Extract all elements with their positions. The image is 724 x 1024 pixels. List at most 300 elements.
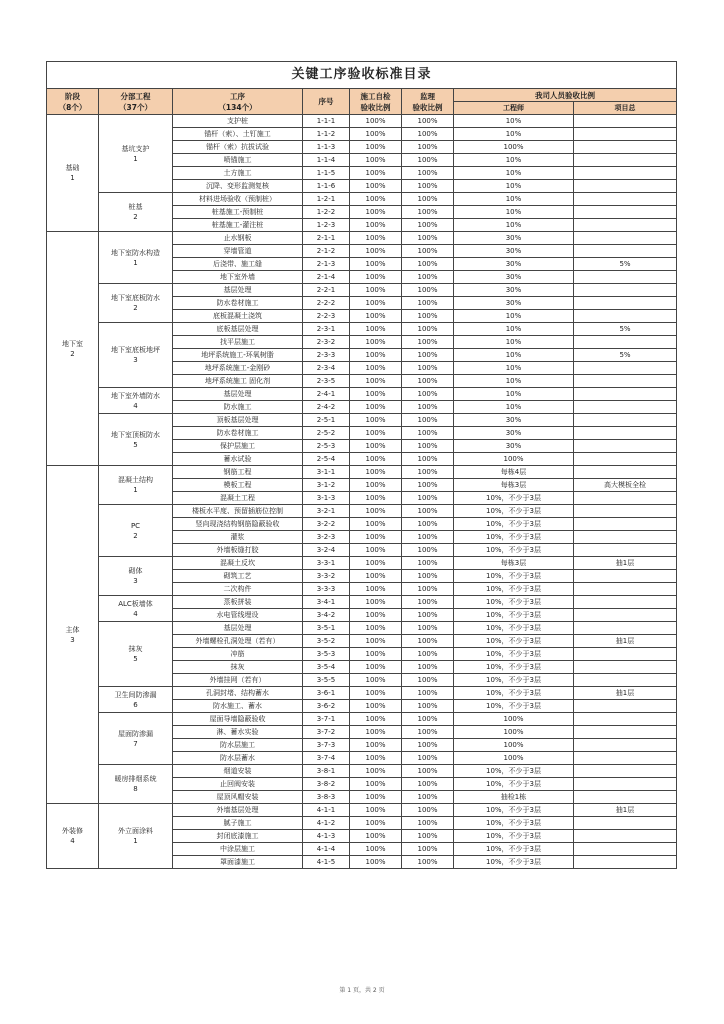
supervisor-cell: 100% <box>402 154 454 167</box>
supervisor-cell: 100% <box>402 648 454 661</box>
engineer-cell: 10%，不少于3层 <box>454 700 574 713</box>
seq-cell: 3-5-2 <box>303 635 350 648</box>
self-check-cell: 100% <box>350 414 402 427</box>
self-check-cell: 100% <box>350 258 402 271</box>
supervisor-cell: 100% <box>402 141 454 154</box>
process-cell: 外墙螺栓孔洞处理（若有） <box>173 635 303 648</box>
seq-cell: 2-4-1 <box>303 388 350 401</box>
header-proc-count: （134个） <box>218 102 257 112</box>
engineer-cell: 10%，不少于3层 <box>454 583 574 596</box>
engineer-cell: 100% <box>454 752 574 765</box>
manager-cell <box>574 609 677 622</box>
supervisor-cell: 100% <box>402 505 454 518</box>
seq-cell: 1-1-3 <box>303 141 350 154</box>
page-title: 关键工序验收标准目录 <box>47 62 677 89</box>
engineer-cell: 30% <box>454 245 574 258</box>
manager-cell <box>574 726 677 739</box>
self-check-cell: 100% <box>350 648 402 661</box>
manager-cell: 高大模板全检 <box>574 479 677 492</box>
engineer-cell: 10%，不少于3层 <box>454 609 574 622</box>
engineer-cell: 10% <box>454 219 574 232</box>
self-check-cell: 100% <box>350 206 402 219</box>
seq-cell: 2-5-1 <box>303 414 350 427</box>
manager-cell: 5% <box>574 349 677 362</box>
header-sub <box>99 89 173 115</box>
self-check-cell: 100% <box>350 375 402 388</box>
process-cell: 基层处理 <box>173 284 303 297</box>
self-check-cell: 100% <box>350 726 402 739</box>
manager-cell <box>574 739 677 752</box>
table-row <box>47 505 677 518</box>
engineer-cell: 100% <box>454 726 574 739</box>
sub-cell <box>99 284 173 323</box>
engineer-cell: 100% <box>454 141 574 154</box>
self-check-cell: 100% <box>350 505 402 518</box>
engineer-cell: 30% <box>454 232 574 245</box>
manager-cell: 5% <box>574 323 677 336</box>
process-cell: 屋顶风帽安装 <box>173 791 303 804</box>
process-cell: 混凝土工程 <box>173 492 303 505</box>
manager-cell <box>574 674 677 687</box>
process-cell: 沉降、变形监测复核 <box>173 180 303 193</box>
process-cell: 防水施工 <box>173 401 303 414</box>
process-cell: 喷锚施工 <box>173 154 303 167</box>
process-cell: 外墙基层处理 <box>173 804 303 817</box>
seq-cell: 3-8-2 <box>303 778 350 791</box>
manager-cell <box>574 128 677 141</box>
sub-number: 3 <box>133 577 138 585</box>
manager-cell <box>574 752 677 765</box>
supervisor-cell: 100% <box>402 557 454 570</box>
seq-cell: 3-3-2 <box>303 570 350 583</box>
manager-cell <box>574 713 677 726</box>
seq-cell: 1-1-2 <box>303 128 350 141</box>
process-cell: 找平层施工 <box>173 336 303 349</box>
header-proc <box>173 89 303 115</box>
self-check-cell: 100% <box>350 232 402 245</box>
sub-number: 8 <box>133 785 138 793</box>
process-cell: 后浇带、施工缝 <box>173 258 303 271</box>
header-sub-label: 分部工程 <box>120 91 151 101</box>
table-row <box>47 596 677 609</box>
process-cell: 灌浆 <box>173 531 303 544</box>
supervisor-cell: 100% <box>402 336 454 349</box>
sub-cell <box>99 557 173 596</box>
table-row <box>47 622 677 635</box>
engineer-cell: 10%，不少于3层 <box>454 765 574 778</box>
stage-number: 1 <box>70 174 75 182</box>
self-check-cell: 100% <box>350 245 402 258</box>
self-check-cell: 100% <box>350 518 402 531</box>
process-cell: 锚杆（索）、土钉施工 <box>173 128 303 141</box>
sub-cell <box>99 804 173 869</box>
process-cell: 防水卷材施工 <box>173 297 303 310</box>
process-cell: 中涂层施工 <box>173 843 303 856</box>
process-cell: 防水层蓄水 <box>173 752 303 765</box>
manager-cell <box>574 778 677 791</box>
seq-cell: 3-3-3 <box>303 583 350 596</box>
seq-cell: 3-8-3 <box>303 791 350 804</box>
engineer-cell: 10%，不少于3层 <box>454 570 574 583</box>
manager-cell: 抽1层 <box>574 687 677 700</box>
supervisor-cell: 100% <box>402 687 454 700</box>
engineer-cell: 30% <box>454 258 574 271</box>
seq-cell: 3-1-3 <box>303 492 350 505</box>
engineer-cell: 10% <box>454 362 574 375</box>
engineer-cell: 10% <box>454 401 574 414</box>
manager-cell <box>574 492 677 505</box>
self-check-cell: 100% <box>350 219 402 232</box>
engineer-cell: 30% <box>454 271 574 284</box>
supervisor-cell: 100% <box>402 830 454 843</box>
stage-number: 2 <box>70 349 75 358</box>
engineer-cell: 30% <box>454 284 574 297</box>
header-stage-label: 阶段 <box>65 91 80 101</box>
self-check-cell: 100% <box>350 401 402 414</box>
seq-cell: 1-2-1 <box>303 193 350 206</box>
supervisor-cell: 100% <box>402 856 454 869</box>
sub-name: 地下室防水构造 <box>111 248 160 257</box>
seq-cell: 2-1-2 <box>303 245 350 258</box>
process-cell: 材料进场验收（预制桩） <box>173 193 303 206</box>
sub-number: 1 <box>133 154 138 163</box>
sub-cell <box>99 713 173 765</box>
supervisor-cell: 100% <box>402 804 454 817</box>
seq-cell: 1-1-6 <box>303 180 350 193</box>
engineer-cell: 10% <box>454 349 574 362</box>
process-cell: 抹灰 <box>173 661 303 674</box>
header-seq: 序号 <box>303 89 350 115</box>
self-check-cell: 100% <box>350 453 402 466</box>
manager-cell <box>574 843 677 856</box>
sub-name: 外立面涂料 <box>118 827 153 835</box>
engineer-cell: 10%，不少于3层 <box>454 843 574 856</box>
engineer-cell: 10% <box>454 167 574 180</box>
self-check-cell: 100% <box>350 336 402 349</box>
seq-cell: 3-4-2 <box>303 609 350 622</box>
engineer-cell: 每栋3层 <box>454 557 574 570</box>
self-check-cell: 100% <box>350 154 402 167</box>
table-row <box>47 323 677 336</box>
supervisor-cell: 100% <box>402 414 454 427</box>
manager-cell <box>574 583 677 596</box>
stage-number: 3 <box>70 635 75 644</box>
stage-cell <box>47 115 99 232</box>
supervisor-cell: 100% <box>402 518 454 531</box>
supervisor-cell: 100% <box>402 284 454 297</box>
manager-cell <box>574 427 677 440</box>
self-check-cell: 100% <box>350 310 402 323</box>
table-row <box>47 557 677 570</box>
process-cell: 地坪系统施工-环氧树脂 <box>173 349 303 362</box>
engineer-cell: 10%，不少于3层 <box>454 661 574 674</box>
manager-cell <box>574 830 677 843</box>
seq-cell: 2-2-3 <box>303 310 350 323</box>
table-row <box>47 284 677 297</box>
sub-number: 1 <box>133 486 138 494</box>
sub-name: 砌体 <box>128 567 143 575</box>
sub-number: 2 <box>133 304 138 312</box>
self-check-cell: 100% <box>350 687 402 700</box>
seq-cell: 2-3-4 <box>303 362 350 375</box>
self-check-cell: 100% <box>350 570 402 583</box>
process-cell: 砌筑工艺 <box>173 570 303 583</box>
sub-name: 地下室外墙防水 <box>111 391 160 400</box>
seq-cell: 3-5-1 <box>303 622 350 635</box>
self-check-cell: 100% <box>350 830 402 843</box>
self-check-cell: 100% <box>350 323 402 336</box>
sub-name: 桩基 <box>128 203 143 211</box>
manager-cell <box>574 271 677 284</box>
table-row <box>47 388 677 401</box>
process-cell: 止水钢板 <box>173 232 303 245</box>
seq-cell: 4-1-5 <box>303 856 350 869</box>
sub-cell <box>99 687 173 713</box>
seq-cell: 2-2-2 <box>303 297 350 310</box>
process-cell: 地坪系统施工 固化剂 <box>173 375 303 388</box>
seq-cell: 3-7-2 <box>303 726 350 739</box>
sub-number: 5 <box>133 655 138 663</box>
supervisor-cell: 100% <box>402 362 454 375</box>
engineer-cell: 10%，不少于3层 <box>454 505 574 518</box>
seq-cell: 2-2-1 <box>303 284 350 297</box>
seq-cell: 2-1-1 <box>303 232 350 245</box>
self-check-cell: 100% <box>350 700 402 713</box>
manager-cell <box>574 310 677 323</box>
self-check-cell: 100% <box>350 271 402 284</box>
supervisor-cell: 100% <box>402 726 454 739</box>
engineer-cell: 10%，不少于3层 <box>454 687 574 700</box>
self-check-cell: 100% <box>350 479 402 492</box>
process-cell: 防水层施工 <box>173 739 303 752</box>
supervisor-cell: 100% <box>402 245 454 258</box>
sub-number: 5 <box>133 440 138 449</box>
header-engineer: 工程师 <box>454 102 574 115</box>
table-row <box>47 115 677 128</box>
sub-cell <box>99 388 173 414</box>
engineer-cell: 10%，不少于3层 <box>454 492 574 505</box>
supervisor-cell: 100% <box>402 440 454 453</box>
supervisor-cell: 100% <box>402 817 454 830</box>
process-cell: 冲筋 <box>173 648 303 661</box>
supervisor-cell: 100% <box>402 752 454 765</box>
engineer-cell: 100% <box>454 739 574 752</box>
sub-cell <box>99 505 173 557</box>
self-check-cell: 100% <box>350 661 402 674</box>
self-check-cell: 100% <box>350 557 402 570</box>
table-row <box>47 414 677 427</box>
header-company: 我司人员验收比例 <box>454 89 677 102</box>
header-stage-count: （8个） <box>58 102 87 112</box>
sub-cell <box>99 596 173 622</box>
supervisor-cell: 100% <box>402 271 454 284</box>
self-check-cell: 100% <box>350 622 402 635</box>
process-cell: 水电管线埋设 <box>173 609 303 622</box>
self-check-cell: 100% <box>350 531 402 544</box>
supervisor-cell: 100% <box>402 388 454 401</box>
page-footer: 第 1 页，共 2 页 <box>339 987 385 994</box>
engineer-cell: 10% <box>454 310 574 323</box>
supervisor-cell: 100% <box>402 375 454 388</box>
manager-cell <box>574 141 677 154</box>
self-check-cell: 100% <box>350 297 402 310</box>
header-manager: 项目总 <box>574 102 677 115</box>
process-cell: 腻子施工 <box>173 817 303 830</box>
process-cell: 钢筋工程 <box>173 466 303 479</box>
seq-cell: 1-1-4 <box>303 154 350 167</box>
self-check-cell: 100% <box>350 284 402 297</box>
supervisor-cell: 100% <box>402 466 454 479</box>
table-body <box>47 115 677 869</box>
manager-cell <box>574 154 677 167</box>
seq-cell: 3-2-1 <box>303 505 350 518</box>
self-check-cell: 100% <box>350 843 402 856</box>
engineer-cell: 10% <box>454 375 574 388</box>
engineer-cell: 100% <box>454 713 574 726</box>
process-cell: 混凝土反坎 <box>173 557 303 570</box>
process-cell: 罩面漆施工 <box>173 856 303 869</box>
seq-cell: 3-1-1 <box>303 466 350 479</box>
engineer-cell: 10%，不少于3层 <box>454 596 574 609</box>
sub-name: 基坑支护 <box>121 144 150 153</box>
process-cell: 底板混凝土浇筑 <box>173 310 303 323</box>
manager-cell <box>574 336 677 349</box>
engineer-cell: 抽检1栋 <box>454 791 574 804</box>
sub-cell <box>99 622 173 687</box>
supervisor-cell: 100% <box>402 232 454 245</box>
supervisor-cell: 100% <box>402 700 454 713</box>
stage-cell <box>47 232 99 466</box>
supervisor-cell: 100% <box>402 570 454 583</box>
table-row <box>47 193 677 206</box>
process-cell: 锚杆（索）抗拔试验 <box>173 141 303 154</box>
supervisor-cell: 100% <box>402 479 454 492</box>
manager-cell <box>574 518 677 531</box>
manager-cell <box>574 284 677 297</box>
process-cell: 外墙挂网（若有） <box>173 674 303 687</box>
stage-cell <box>47 466 99 804</box>
supervisor-cell: 100% <box>402 609 454 622</box>
engineer-cell: 10%，不少于3层 <box>454 778 574 791</box>
sub-cell <box>99 232 173 284</box>
manager-cell: 抽1层 <box>574 635 677 648</box>
self-check-cell: 100% <box>350 180 402 193</box>
supervisor-cell: 100% <box>402 635 454 648</box>
table-row <box>47 765 677 778</box>
sub-number: 1 <box>133 258 138 267</box>
table-row <box>47 232 677 245</box>
process-cell: 穿墙管道 <box>173 245 303 258</box>
manager-cell <box>574 375 677 388</box>
supervisor-cell: 100% <box>402 843 454 856</box>
seq-cell: 2-5-2 <box>303 427 350 440</box>
process-cell: 烟道安装 <box>173 765 303 778</box>
sub-name: 屋面防渗漏 <box>118 729 153 738</box>
sub-number: 7 <box>133 739 138 748</box>
table-row <box>47 804 677 817</box>
seq-cell: 3-2-4 <box>303 544 350 557</box>
engineer-cell: 30% <box>454 440 574 453</box>
seq-cell: 3-2-3 <box>303 531 350 544</box>
supervisor-cell: 100% <box>402 180 454 193</box>
sub-cell <box>99 765 173 804</box>
sub-number: 4 <box>133 609 138 618</box>
supervisor-cell: 100% <box>402 596 454 609</box>
process-cell: 土方施工 <box>173 167 303 180</box>
engineer-cell: 10% <box>454 336 574 349</box>
header-supervisor: 监理 验收比例 <box>402 89 454 115</box>
manager-cell <box>574 466 677 479</box>
engineer-cell: 10%，不少于3层 <box>454 635 574 648</box>
self-check-cell: 100% <box>350 427 402 440</box>
seq-cell: 3-7-4 <box>303 752 350 765</box>
sub-name: ALC板墙体 <box>118 599 153 608</box>
engineer-cell: 10%，不少于3层 <box>454 518 574 531</box>
self-check-cell: 100% <box>350 492 402 505</box>
self-check-cell: 100% <box>350 466 402 479</box>
stage-name: 地下室 <box>62 339 83 348</box>
engineer-cell: 10% <box>454 128 574 141</box>
process-cell: 防水卷材施工 <box>173 427 303 440</box>
manager-cell <box>574 219 677 232</box>
supervisor-cell: 100% <box>402 297 454 310</box>
seq-cell: 2-3-5 <box>303 375 350 388</box>
seq-cell: 3-6-2 <box>303 700 350 713</box>
sub-number: 2 <box>133 213 138 221</box>
sub-number: 2 <box>133 531 138 540</box>
manager-cell <box>574 167 677 180</box>
seq-cell: 2-1-4 <box>303 271 350 284</box>
manager-cell <box>574 440 677 453</box>
supervisor-cell: 100% <box>402 401 454 414</box>
seq-cell: 3-3-1 <box>303 557 350 570</box>
engineer-cell: 每栋3层 <box>454 479 574 492</box>
manager-cell <box>574 856 677 869</box>
process-cell: 基层处理 <box>173 622 303 635</box>
manager-cell <box>574 115 677 128</box>
manager-cell <box>574 414 677 427</box>
process-cell: 地坪系统施工-金刚砂 <box>173 362 303 375</box>
manager-cell <box>574 297 677 310</box>
engineer-cell: 10%，不少于3层 <box>454 856 574 869</box>
engineer-cell: 10%，不少于3层 <box>454 622 574 635</box>
seq-cell: 3-5-5 <box>303 674 350 687</box>
process-cell: 外墙板缝打胶 <box>173 544 303 557</box>
manager-cell <box>574 622 677 635</box>
engineer-cell: 10% <box>454 388 574 401</box>
process-cell: 孔洞封堵、结构蓄水 <box>173 687 303 700</box>
standards-table <box>46 61 677 869</box>
manager-cell <box>574 661 677 674</box>
engineer-cell: 每栋4层 <box>454 466 574 479</box>
self-check-cell: 100% <box>350 544 402 557</box>
manager-cell <box>574 193 677 206</box>
manager-cell <box>574 206 677 219</box>
supervisor-cell: 100% <box>402 128 454 141</box>
self-check-cell: 100% <box>350 817 402 830</box>
manager-cell <box>574 401 677 414</box>
seq-cell: 3-4-1 <box>303 596 350 609</box>
sub-name: 地下室顶板防水 <box>111 430 160 439</box>
supervisor-cell: 100% <box>402 219 454 232</box>
self-check-cell: 100% <box>350 778 402 791</box>
process-cell: 桩基施工-预制桩 <box>173 206 303 219</box>
supervisor-cell: 100% <box>402 544 454 557</box>
sub-cell <box>99 323 173 388</box>
process-cell: 淋、蓄水实验 <box>173 726 303 739</box>
seq-cell: 3-6-1 <box>303 687 350 700</box>
engineer-cell: 10%，不少于3层 <box>454 531 574 544</box>
